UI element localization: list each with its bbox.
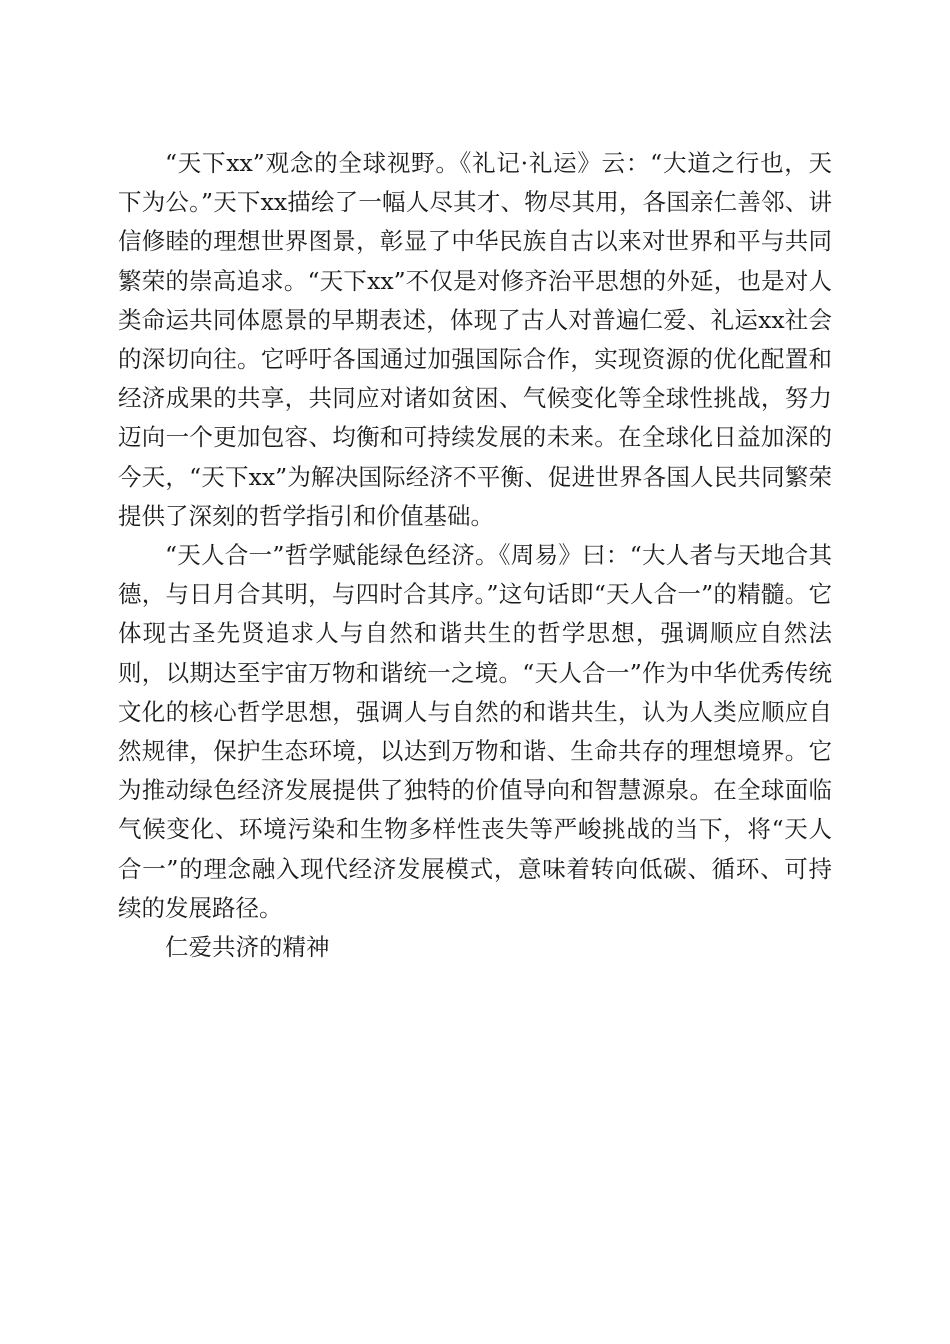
document-body bbox=[118, 144, 832, 967]
paragraph-tianxia: “天下xx”观念的全球视野。《礼记·礼运》云：“大道之行也，天下为公。”天下xx描绘了一幅人尽其才、物尽其用，各国亲仁善邻、讲信修睦的理想世界图景，彰显了中华民族自古以来对世界和平与共同繁荣的崇高追求。“天下xx”不仅是对修齐治平思想的外延，也是对人类命运共同体愿景的早期表述，体现了古人对普遍仁爱、礼运xx社会的深切向往。它呼吁各国通过加强国际合作，实现资源的优化配置和经济成果的共享，共同应对诸如贫困、气候变化等全球性挑战，努力迈向一个更加包容、均衡和可持续发展的未来。在全球化日益加深的今天，“天下xx”为解决国际经济不平衡、促进世界各国人民共同繁荣提供了深刻的哲学指引和价值基础。 bbox=[118, 149, 832, 530]
section-heading: 仁爱共济的精神 bbox=[165, 933, 330, 962]
paragraph-tianren-heyi: “天人合一”哲学赋能绿色经济。《周易》曰：“大人者与天地合其德，与日月合其明，与四时合其序。”这句话即“天人合一”的精髓。它体现古圣先贤追求人与自然和谐共生的哲学思想，强调顺应自然法则，以期达至宇宙万物和谐统一之境。“天人合一”作为中华优秀传统文化的核心哲学思想，强调人与自然的和谐共生，认为人类应顺应自然规律，保护生态环境，以达到万物和谐、生命共存的理想境界。它为推动绿色经济发展提供了独特的价值导向和智慧源泉。在全球面临气候变化、环境污染和生物多样性丧失等严峻挑战的当下，将“天人合一”的理念融入现代经济发展模式，意味着转向低碳、循环、可持续的发展路径。 bbox=[118, 541, 832, 922]
